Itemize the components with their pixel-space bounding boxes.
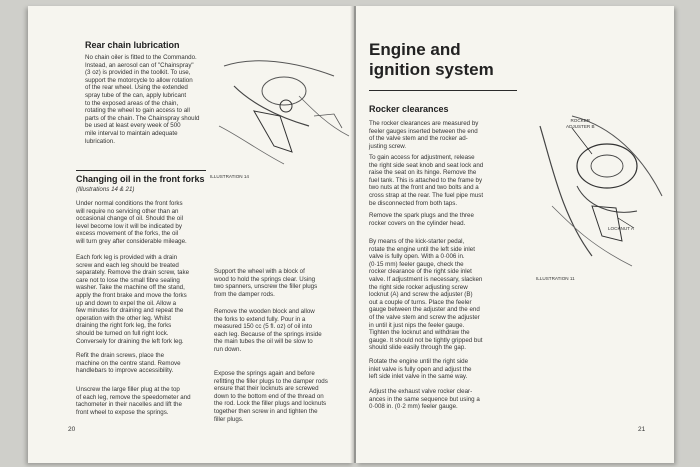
- front-forks-para-2: Each fork leg is provided with a drain screw and each leg should be treated separately. Remove the drain screw, take care not to lose the small fibre sealing washer. Take the machine off the stand, apply the front brake and move the forks up and down to expel the oil. Allow a few minutes for draining and repeat the operation with the other leg. Whilst draining the right fork leg, the forks should be turned on full right lock. Conversely for draining the left fork leg.: [76, 254, 190, 345]
- rear-chain-heading: Rear chain lubrication: [85, 40, 180, 50]
- left-page: [28, 6, 354, 463]
- illustration-14: [214, 56, 354, 168]
- front-forks-para-4: Unscrew the large filler plug at the top of each leg, remove the speedometer and tachometer in their nacelles and lift the front wheel to expose the springs.: [76, 386, 191, 416]
- rocker-para-3: Remove the spark plugs and the three rocker covers on the cylinder head.: [369, 212, 474, 227]
- rocker-para-6: Adjust the exhaust valve rocker clear- ances in the same sequence but using a 0·008 in. (0·2 mm) feeler gauge.: [369, 388, 480, 411]
- illustration-14-caption: ILLUSTRATION 14: [210, 174, 249, 179]
- rocker-para-4: By means of the kick-starter pedal, rotate the engine until the left side inlet valve is fully open. With a 0·006 in. (0·15 mm) feeler gauge, check the rocker clearance of the right side inlet valve. If adjustment is necessary, slacken the right side rocker adjusting screw locknut (A) and screw the adjuster (B) out a couple of turns. Place the feeler gauge between the adjuster and the end of the valve stem and screw the adjuster in until it just nips the feeler gauge. Tighten the locknut and withdraw the gauge. It should not be tightly gripped but should slide easily through the gap.: [369, 238, 483, 352]
- chapter-title: Engine and ignition system: [369, 40, 494, 79]
- rocker-adjuster-label: ROCKER ADJUSTER B: [566, 118, 595, 129]
- locknut-label: LOCKNUT A: [608, 226, 634, 231]
- section-rule: [76, 170, 206, 171]
- front-forks-para-1: Under normal conditions the front forks will require no servicing other than an occasional change of oil. Should the oil level become low it will be indicated by excess movement of the forks, the oil will turn grey after considerable mileage.: [76, 200, 187, 245]
- front-forks-col2-para-1: Support the wheel with a block of wood to hold the springs clear. Using two spanners, unscrew the filler plugs from the damper rods.: [214, 268, 318, 298]
- front-forks-subtitle: (Illustrations 14 & 21): [76, 186, 135, 193]
- illustration-11: [532, 106, 672, 276]
- rocker-para-5: Rotate the engine until the right side inlet valve is fully open and adjust the left side inlet valve in the same way.: [369, 358, 472, 381]
- rocker-para-1: The rocker clearances are measured by feeler gauges inserted between the end of the valve stem and the rocker ad- justing screw.: [369, 120, 479, 150]
- right-page: [356, 6, 674, 463]
- front-forks-heading: Changing oil in the front forks: [76, 174, 205, 184]
- chapter-rule: [369, 90, 517, 91]
- front-forks-para-3: Refit the drain screws, place the machine on the centre stand. Remove handlebars to improve accessibility.: [76, 352, 181, 375]
- illustration-11-caption: ILLUSTRATION 11: [536, 276, 575, 281]
- rocker-para-2: To gain access for adjustment, release the right side seat knob and seat lock and raise the seat on its hinge. Remove the fuel tank. This is attached to the frame by two nuts at the front and two bolts and a cross strap at the rear. The fuel pipe must be disconnected from both taps.: [369, 154, 484, 207]
- page-number-right: 21: [638, 426, 646, 433]
- page-number-left: 20: [68, 426, 76, 433]
- rocker-clearances-heading: Rocker clearances: [369, 104, 449, 114]
- rear-chain-text: No chain oiler is fitted to the Commando. Instead, an aerosol can of "Chainspray" (3 oz) is provided in the toolkit. To use, support the motorcycle to allow rotation of the rear wheel. Using the extended spray tube of the can, apply lubricant to the exposed areas of the chain, rotating the wheel to gain access to all parts of the chain. The Chainspray should be used at least every week of 500 mile interval to maintain adequate lubrication.: [85, 54, 200, 145]
- front-forks-col2-para-2: Remove the wooden block and allow the forks to extend fully. Pour in a measured 150 cc (5 fl. oz) of oil into each leg. Because of the springs inside the main tubes the oil will be slow to run down.: [214, 308, 322, 353]
- front-forks-col2-para-3: Expose the springs again and before refitting the filler plugs to the damper rods ensure that their locknuts are screwed down to the bottom end of the thread on the rod. Lock the filler plugs and locknuts together then screw in and tighten the filler plugs.: [214, 370, 328, 423]
